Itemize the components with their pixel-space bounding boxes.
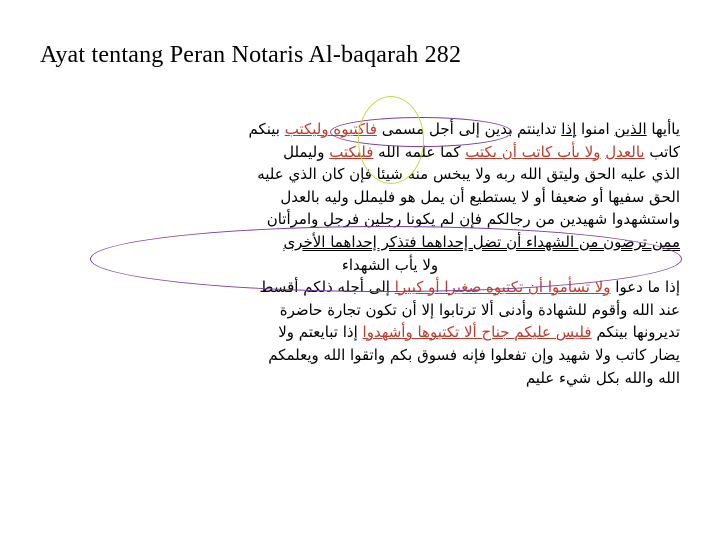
- verse-line-3: الذي عليه الحق وليتق الله ربه ولا يبخس منه شيئا فإن كان الذي عليه: [257, 165, 680, 184]
- verse-underlined: ممن ترضون من الشهداء أن تضل إحداهما فتذكر إحداهما الأخرى: [283, 232, 680, 251]
- verse-line-5: واستشهدوا شهيدين من رجالكم فإن لم يكونا رجلين فرجل وامرأتان: [266, 210, 680, 229]
- verse-highlight: فاكتبوه وليكتب: [284, 120, 377, 138]
- verse-segment: تديرونها بينكم: [591, 323, 680, 342]
- verse-line-4: الحق سفيها أو ضعيفا أو لا يستطيع أن يمل هو فليملل وليه بالعدل: [280, 187, 680, 206]
- verse-line-9: عند الله وأقوم للشهادة وأدنى ألا ترتابوا إلا أن تكون تجارة حاضرة: [279, 300, 680, 319]
- verse-segment: إذا ما دعوا: [610, 278, 680, 297]
- verse-highlight: فليس عليكم جناح ألا تكتبوها وأشهدوا: [362, 323, 592, 342]
- verse-line-8: [40, 276, 680, 299]
- verse-underlined: إذا: [561, 120, 577, 138]
- verse-line-12: الله والله بكل شيء عليم: [525, 368, 680, 387]
- verse-line-6: [40, 231, 680, 254]
- verse-underlined: الذين: [614, 120, 647, 138]
- verse-highlight: فليكتب: [329, 142, 374, 161]
- verse-line-2: [40, 141, 680, 164]
- verse-segment: امنوا: [576, 120, 615, 138]
- verse-segment: وليملل: [283, 142, 330, 161]
- verse-segment: إلى أجله ذلكم أقسط: [259, 278, 395, 297]
- slide-title: Ayat tentang Peran Notaris Al-baqarah 282: [40, 42, 462, 68]
- verse-line-10: [40, 321, 680, 344]
- verse-line-7: ولا يأب الشهداء: [341, 255, 439, 274]
- verse-segment: كاتب: [644, 142, 680, 161]
- verse-highlight: بالعدل: [605, 142, 645, 161]
- verse-segment: ياأيها: [646, 120, 680, 138]
- verse-text: [40, 118, 680, 389]
- verse-highlight: ولا تسأموا أن تكتبوه صغيرا أو كبيرا: [394, 278, 611, 297]
- verse-highlight: ولا يأب كاتب أن يكتب: [465, 142, 601, 161]
- verse-segment: بينكم: [248, 120, 285, 138]
- verse-segment: تداينتم بدين إلى أجل مسمى: [376, 120, 562, 138]
- verse-line-11: يضار كاتب ولا شهيد وإن تفعلوا فإنه فسوق بكم واتقوا الله ويعلمكم: [268, 345, 680, 364]
- verse-line-1: [40, 118, 680, 141]
- verse-segment: كما علمه الله: [373, 142, 466, 161]
- verse-segment: إذا تبايعتم ولا: [278, 323, 363, 342]
